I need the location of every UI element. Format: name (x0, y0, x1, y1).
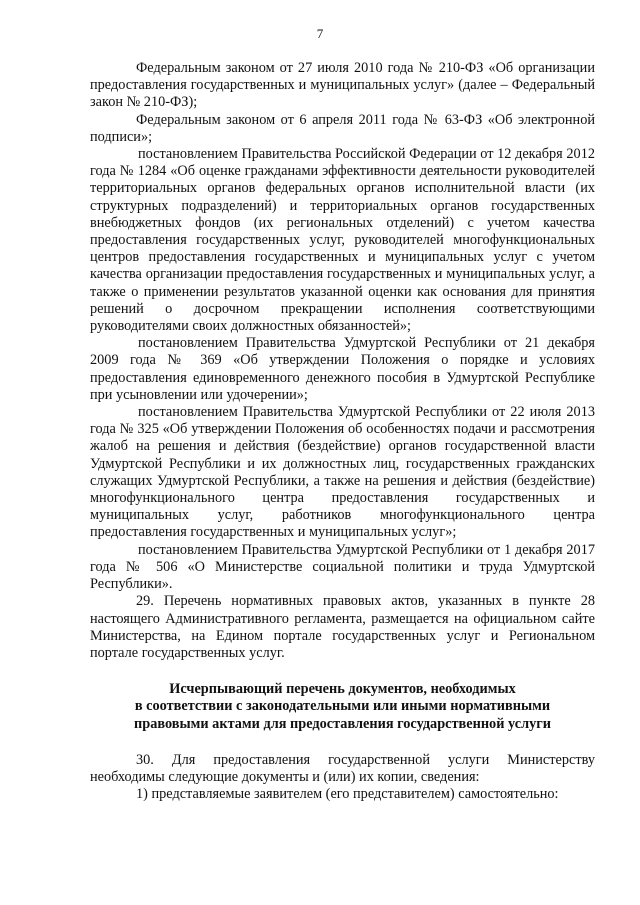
paragraph-item-30: 30. Для предоставления государственной услуги Министерству необходимы следующие документы и (или) их копии, сведения: (90, 751, 595, 785)
section-heading-line-2: в соответствии с законодательными или иными нормативными (134, 698, 551, 715)
section-heading-line-3: правовыми актами для предоставления государственной услуги (134, 715, 551, 732)
page-content (90, 60, 595, 803)
paragraph-resolution-ur-369: постановлением Правительства Удмуртской Республики от 21 декабря 2009 года № 369 «Об утверждении Положения о порядке и условиях предоставления единовременного денежного пособия в Удмуртской Республике при усыновлении или удочерении»; (90, 335, 595, 403)
paragraph-resolution-ur-325: постановлением Правительства Удмуртской Республики от 22 июля 2013 года № 325 «Об утверждении Положения об особенностях подачи и рассмотрения жалоб на решения и действия (бездействие) органов государственной власти Удмуртской Республики и их должностных лиц, государственных гражданских служащих Удмуртской Республики, а также на решения и действия (бездействие) многофункционального центра предоставления государственных и муниципальных услуг, работников многофункционального центра предоставления государственных и муниципальных услуг»; (90, 404, 595, 541)
paragraph-item-29: 29. Перечень нормативных правовых актов, указанных в пункте 28 настоящего Административного регламента, размещается на официальном сайте Министерства, на Едином портале государственных услуг и Региональном портале государственных услуг. (90, 593, 595, 661)
paragraph-resolution-rf-1284: постановлением Правительства Российской Федерации от 12 декабря 2012 года № 1284 «Об оценке гражданами эффективности деятельности руководителей территориальных органов федеральных органов исполнительной власти (их структурных подразделений) и территориальных органов государственных внебюджетных фондов (их региональных отделений) с учетом качества предоставления государственных услуг, руководителей многофункциональных центров предоставления государственных и муниципальных услуг с учетом качества организации предоставления государственных и муниципальных услуг, а также о применении результатов указанной оценки как основания для принятия решений о досрочном прекращении исполнения соответствующими руководителями своих должностных обязанностей»; (90, 146, 595, 335)
page-number: 7 (316, 26, 324, 41)
section-heading (90, 681, 595, 733)
section-heading-line-1: Исчерпывающий перечень документов, необходимых (169, 681, 516, 698)
paragraph-federal-law-210: Федеральным законом от 27 июля 2010 года № 210-ФЗ «Об организации предоставления государственных и муниципальных услуг» (далее – Федеральный закон № 210-ФЗ); (90, 60, 595, 111)
paragraph-federal-law-63: Федеральным законом от 6 апреля 2011 года № 63-ФЗ «Об электронной подписи»; (90, 111, 595, 145)
paragraph-subitem-1: 1) представляемые заявителем (его представителем) самостоятельно: (136, 786, 559, 803)
paragraph-resolution-ur-506: постановлением Правительства Удмуртской Республики от 1 декабря 2017 года № 506 «О Министерстве социальной политики и труда Удмуртской Республики». (90, 541, 595, 593)
